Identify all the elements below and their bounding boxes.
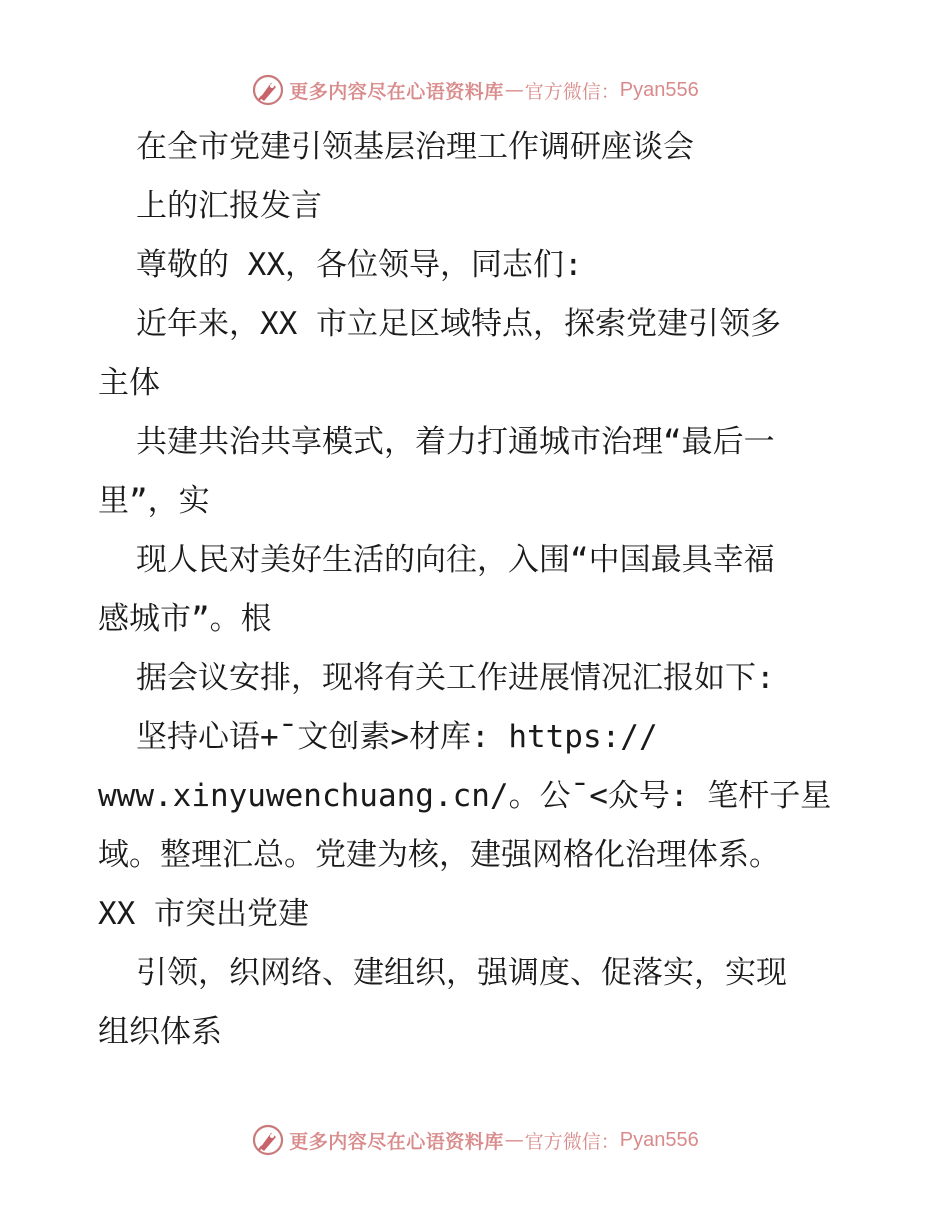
watermark-account: Pyan556: [619, 78, 699, 101]
body-line: 组织体系: [98, 1014, 222, 1050]
header-watermark: [0, 70, 950, 110]
document-body: [98, 122, 858, 1066]
watermark-brand-text: 更多内容尽在心语资料库: [289, 1130, 504, 1153]
watermark-wechat-label: 官方微信：: [524, 80, 620, 103]
watermark-dash: —: [504, 79, 524, 101]
watermark-brand-text: 更多内容尽在心语资料库: [289, 80, 504, 103]
pen-nib-logo-icon: [251, 73, 285, 107]
watermark-wechat-label: 官方微信：: [524, 1130, 620, 1153]
body-line: 现人民对美好生活的向往，入围“中国最具幸福: [136, 542, 775, 578]
pen-nib-logo-icon: [251, 1123, 285, 1157]
body-line: 里”，实: [98, 483, 210, 519]
watermark-account: Pyan556: [619, 1128, 699, 1151]
body-line: 近年来，XX 市立足区域特点，探索党建引领多: [136, 306, 781, 342]
watermark-dash: —: [504, 1129, 524, 1151]
body-line: 在全市党建引领基层治理工作调研座谈会: [136, 129, 694, 165]
body-line: www.xinyuwenchuang.cn/。公¯<众号: 笔杆子星: [98, 778, 832, 814]
body-line: 上的汇报发言: [136, 188, 322, 224]
body-line: 感城市”。根: [98, 601, 272, 637]
body-line: 引领，织网络、建组织，强调度、促落实，实现: [136, 955, 787, 991]
body-line: 域。整理汇总。党建为核，建强网格化治理体系。: [98, 837, 780, 873]
body-line: 尊敬的 XX，各位领导，同志们:: [136, 247, 583, 283]
body-line: 共建共治共享模式，着力打通城市治理“最后一: [136, 424, 775, 460]
body-line: 主体: [98, 365, 160, 401]
footer-watermark: [0, 1120, 950, 1160]
body-line: 据会议安排，现将有关工作进展情况汇报如下:: [136, 660, 775, 696]
body-line: XX 市突出党建: [98, 896, 309, 932]
body-line: 坚持心语+¯文创素>材库: https://: [136, 719, 658, 755]
